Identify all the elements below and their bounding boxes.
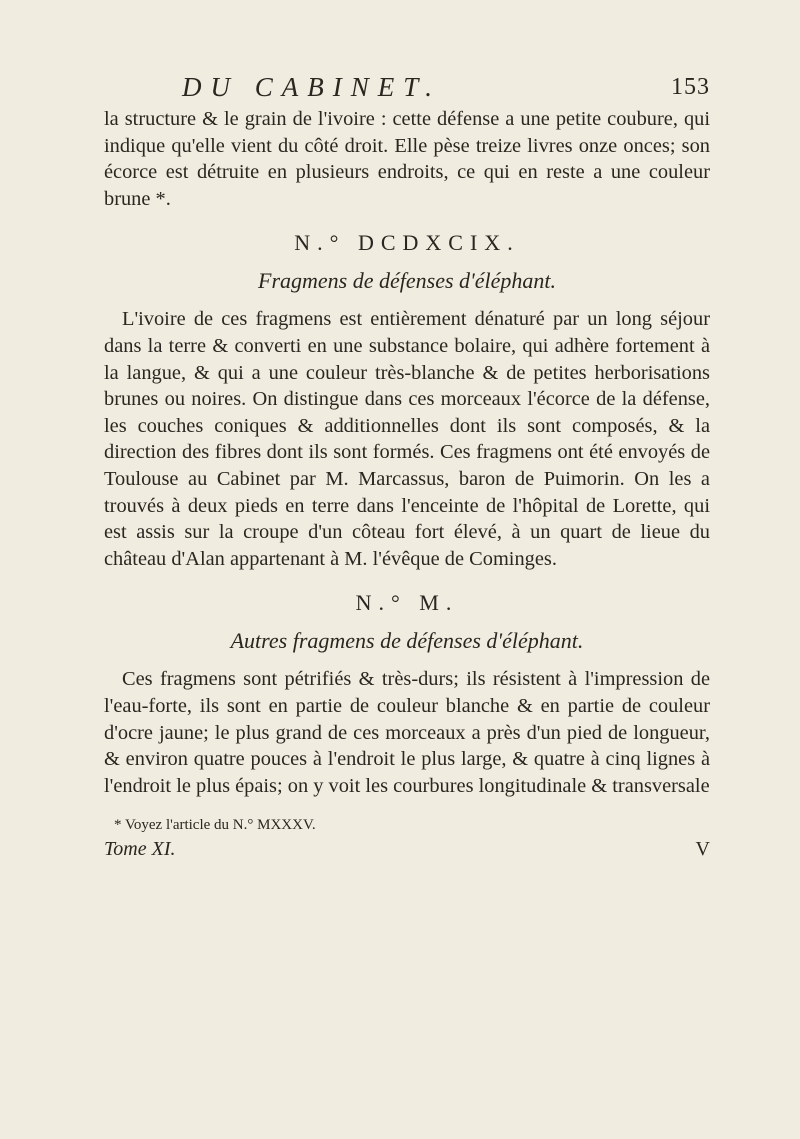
- page-number: 153: [671, 74, 710, 100]
- paragraph-continuation: la structure & le grain de l'ivoire : cette défense a une petite coubure, qui indique qu'elle vient du côté droit. Elle pèse treize livres onze onces; son écorce est détruite en plusieurs endroits, ce qui en reste a une couleur brune *.: [104, 108, 710, 210]
- signature-mark: V: [695, 838, 710, 861]
- tome-label: Tome XI.: [104, 838, 176, 861]
- entry-text-m: Ces fragmens sont pétrifiés & très-durs; ils résistent à l'impression de l'eau-forte, ils sont en partie de couleur blanche & en partie de couleur d'ocre jaune; le plus grand de ces morceaux a près d'un pied de longueur, & environ quatre pouces à l'endroit le plus large, & quatre à cinq lignes à l'endroit le plus épais; on y voit les courbures longitudinale & transversale: [104, 668, 710, 797]
- running-title: DU CABINET.: [182, 72, 441, 102]
- page-footer: [104, 838, 710, 868]
- entry-number-dcdxcix: N.° DCDXCIX.: [294, 230, 520, 256]
- footnote: * Voyez l'article du N.° MXXXV.: [114, 817, 316, 834]
- entry-text-dcdxcix: L'ivoire de ces fragmens est entièrement dénaturé par un long séjour dans la terre & converti en une substance bolaire, qui adhère fortement à la langue, & qui a une couleur très-blanche & de petites herborisations brunes ou noires. On distingue dans ces morceaux l'écorce de la défense, les couches coniques & additionnelles dont ils sont composés, & la direction des fibres dont ils sont formés. Ces fragmens ont été envoyés de Toulouse au Cabinet par M. Marcassus, baron de Puimorin. On les a trouvés à deux pieds en terre dans l'enceinte de l'hôpital de Lorette, qui est assis sur la croupe d'un côteau fort élevé, à un quart de lieue du château d'Alan appartenant à M. l'évêque de Cominges.: [104, 308, 710, 570]
- entry-title-fragmens: Fragmens de défenses d'éléphant.: [258, 268, 556, 294]
- running-head: [104, 72, 710, 106]
- entry-number-m: N.° M.: [355, 590, 459, 616]
- entry-title-autres-fragmens: Autres fragmens de défenses d'éléphant.: [230, 628, 584, 654]
